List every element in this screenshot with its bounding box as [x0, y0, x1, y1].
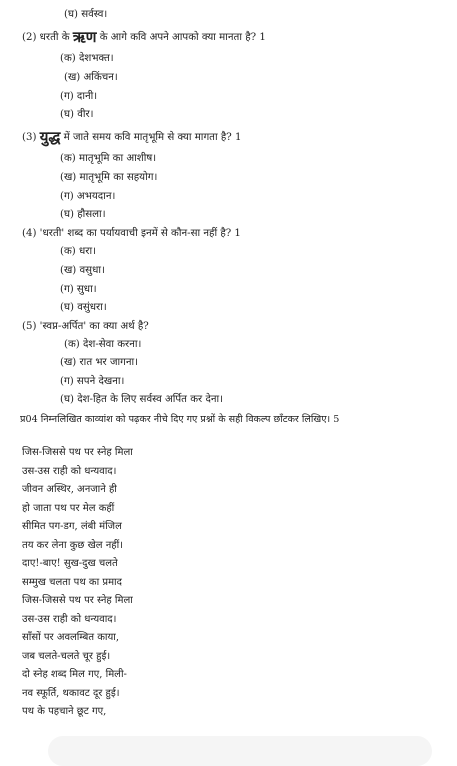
- poem-line: उस-उस राही को धन्यवाद।: [22, 466, 117, 477]
- q3-prefix: (3): [22, 132, 37, 143]
- q4-option-c: (ग) सुधा।: [60, 284, 97, 295]
- question-2: [22, 30, 266, 45]
- question-5: (5) 'स्वप्न-अर्पित' का क्या अर्थ है?: [22, 321, 149, 332]
- poem-line: सम्मुख चलता पथ का प्रमाद: [22, 577, 122, 588]
- q2-prefix: (2) धरती के: [22, 32, 70, 43]
- poem-line: दो स्नेह शब्द मिल गए, मिली-: [22, 669, 127, 680]
- q3-option-a: (क) मातृभूमि का आशीष।: [60, 153, 157, 164]
- poem-line: जब चलते-चलते चूर हुई।: [22, 651, 111, 662]
- q5-option-a: (क) देश-सेवा करना।: [64, 339, 142, 350]
- q4-option-a: (क) धरा।: [60, 246, 96, 257]
- q1-option-d: (घ) सर्वस्व।: [64, 9, 108, 20]
- poem-line: हो जाता पथ पर मेल कहीं: [22, 503, 115, 514]
- q4-option-d: (घ) वसुंधरा।: [60, 302, 107, 313]
- poem-line: जिस-जिससे पथ पर स्नेह मिला: [22, 447, 133, 458]
- q3-suffix: में जाते समय कवि मातृभूमि से क्या मागता है? 1: [63, 132, 242, 143]
- question-04-heading: प्र04 निम्नलिखित काव्यांश को पढ़कर नीचे दिए गए प्रश्नों के सही विकल्प छाँटकर लिखिए। 5: [20, 414, 340, 425]
- q3-option-c: (ग) अभयदान।: [60, 191, 116, 202]
- poem-line: दाए!-बाए! सुख-दुख चलते: [22, 558, 118, 569]
- q2-option-c: (ग) दानी।: [60, 91, 98, 102]
- poem-line: पथ के पहचाने छूट गए,: [22, 706, 107, 717]
- q2-option-b: (ख) अकिंचन।: [64, 72, 118, 83]
- poem-line: साँसों पर अवलम्बित काया,: [22, 632, 120, 643]
- q2-suffix: के आगे कवि अपने आपको क्या मानता है? 1: [99, 32, 266, 43]
- q2-option-d: (घ) वीर।: [60, 109, 94, 120]
- q3-option-b: (ख) मातृभूमि का सहयोग।: [60, 172, 158, 183]
- q3-emphasis-word: युद्ध: [39, 128, 61, 146]
- poem-line: नव स्फूर्ति, थकावट दूर हुई।: [22, 688, 120, 699]
- poem-line: उस-उस राही को धन्यवाद।: [22, 614, 117, 625]
- poem-line: जिस-जिससे पथ पर स्नेह मिला: [22, 595, 133, 606]
- q5-option-c: (ग) सपने देखना।: [60, 376, 125, 387]
- question-3: [22, 130, 241, 145]
- q4-option-b: (ख) वसुधा।: [60, 265, 105, 276]
- q2-emphasis-word: ऋण: [72, 28, 97, 46]
- q3-option-d: (घ) हौसला।: [60, 209, 106, 220]
- bottom-toolbar-shadow: [48, 736, 432, 766]
- question-4: (4) 'धरती' शब्द का पर्यायवाची इनमें से कौन-सा नहीं है? 1: [22, 228, 241, 239]
- q2-option-a: (क) देशभक्त।: [60, 53, 114, 64]
- poem-line: तय कर लेना कुछ खेल नहीं।: [22, 540, 123, 551]
- q5-option-b: (ख) रात भर जागना।: [60, 357, 139, 368]
- poem-line: सीमित पग-डग, लंबी मंजिल: [22, 521, 122, 532]
- poem-line: जीवन अस्थिर, अनजाने ही: [22, 484, 117, 495]
- q5-option-d: (घ) देश-हित के लिए सर्वस्व अर्पित कर देना।: [60, 394, 224, 405]
